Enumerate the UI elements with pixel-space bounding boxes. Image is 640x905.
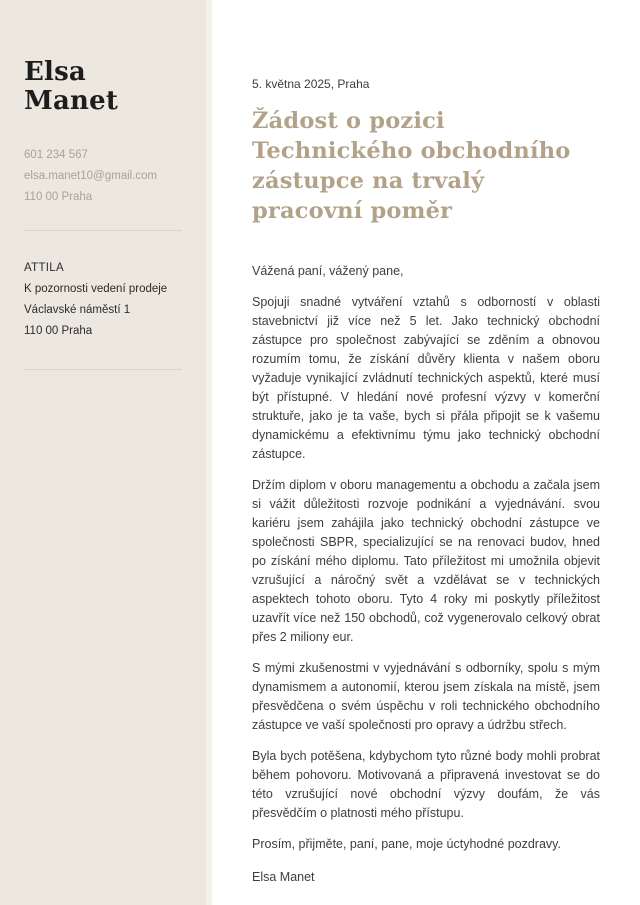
contact-city: 110 00 Praha [24, 191, 93, 204]
sidebar-divider-top [24, 230, 182, 231]
paragraph-3: S mými zkušenostmi v vyjednávání s odborníky, spolu s mým dynamismem a autonomií, kterou jsem získala na místě, jsem přesvědčena o svém úspěchu v roli technického obchodního zástupce ve vaší společnosti pro opravy a údržbu střech. [252, 661, 600, 732]
paragraph-4: Byla bych potěšena, kdybychom tyto různé body mohli probrat během pohovoru. Motivovaná a připravená investovat se do této vzrušující nové obchodní výzvy doufám, že vás přesvědčím o platnosti mého přístupu. [252, 749, 600, 820]
sidebar [0, 0, 212, 905]
letter-body [218, 0, 640, 905]
closing-line: Prosím, přijměte, paní, pane, moje úctyhodné pozdravy. [252, 837, 561, 851]
sidebar-divider-bottom [24, 369, 182, 370]
recipient-block [24, 258, 182, 342]
letter-title [252, 106, 600, 226]
recipient-street: Václavské náměstí 1 [24, 304, 131, 317]
contact-email: elsa.manet10@gmail.com [24, 170, 158, 183]
letter-title-line1: Žádost o pozici Technického obchodního [252, 108, 571, 164]
contact-block [24, 145, 182, 208]
paragraph-1: Spojuji snadné vytváření vztahů s odborností v oblasti stavebnictví již více než 5 let. Jako technický obchodní zástupce pro společnost zabývající se zděním a obnovou rozumím tomu, že získání důvěry klienta v našem oboru vyžaduje vynikající zvládnutí technických aspektů, které musí být přístupné. V hledání nové profesní výzvy v komerční struktuře, jako je ta vaše, bych si přála připojit se k vašemu dynamickému a efektivnímu týmu jako technický obchodní zástupce. [252, 295, 600, 461]
recipient-company: ATTILA [24, 262, 64, 275]
recipient-city: 110 00 Praha [24, 325, 93, 338]
recipient-attention: K pozornosti vedení prodeje [24, 283, 168, 296]
greeting: Vážená paní, vážený pane, [252, 264, 404, 278]
contact-phone: 601 234 567 [24, 149, 88, 162]
letter-title-line2: zástupce na trvalý pracovní poměr [252, 168, 485, 224]
paragraph-2: Držím diplom v oboru managementu a obchodu a začala jsem si vážit důležitosti rozvoje podnikání a vyjednávání. svou kariéru jsem zahájila jako technický obchodní zástupce ve společnosti SBPR, specializující se na renovaci budov, hned po získání mého diplomu. Tato příležitost mi umožnila objevit vzrušující a náročný svět a vzdělávat se v technických aspektech tohoto oboru. Tyto 4 roky mi poskytly příležitost uzavřít více než 150 obchodů, což vygenerovalo celkový obrat přes 2 miliony eur. [252, 478, 600, 644]
applicant-name: Elsa Manet [24, 57, 119, 116]
signature: Elsa Manet [252, 870, 315, 884]
date-line: 5. května 2025, Praha [252, 77, 370, 91]
